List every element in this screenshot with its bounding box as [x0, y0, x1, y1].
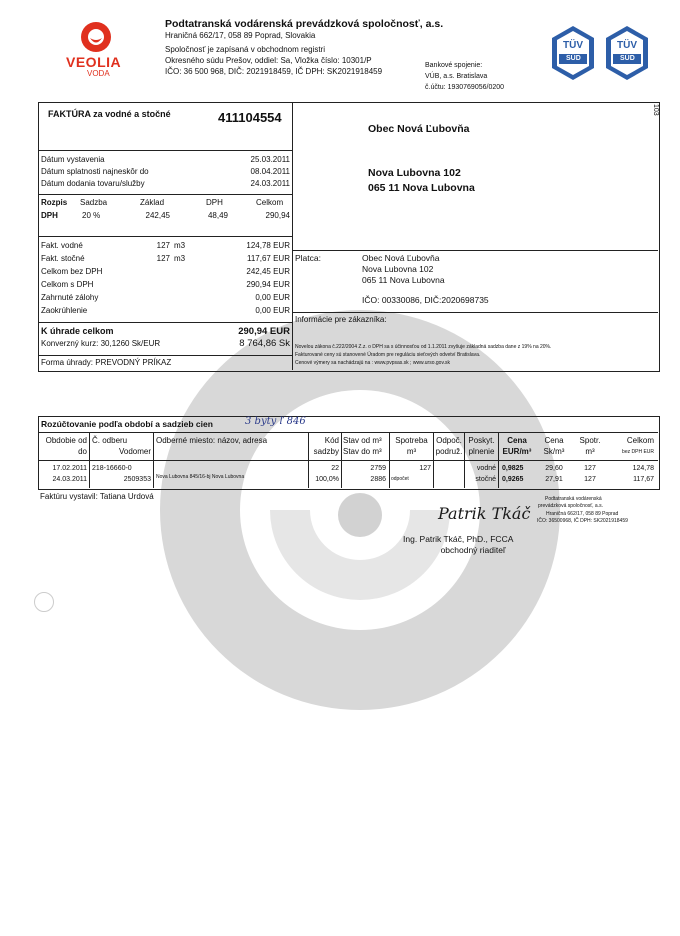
col-code2: sadzby: [313, 447, 339, 456]
col-period2: do: [78, 447, 87, 456]
row-code: 22: [331, 465, 339, 472]
divider: [38, 194, 292, 195]
divider: [292, 312, 658, 313]
vat-row-label: DPH: [41, 211, 58, 220]
row-consumption: 127: [419, 465, 431, 472]
due-value: 290,94 EUR: [238, 326, 290, 337]
line-label: Celkom s DPH: [41, 280, 94, 289]
company-reg2: Okresného súdu Prešov, oddiel: Sa, Vložka číslo: 10301/P: [165, 56, 372, 65]
col-period1: Obdobie od: [45, 436, 87, 445]
payer-label: Platca:: [295, 253, 321, 263]
divider: [38, 355, 292, 356]
line-value: 290,94 EUR: [246, 280, 290, 289]
line-label: Fakt. vodné: [41, 241, 83, 250]
row-price: 0,9825: [502, 465, 524, 472]
payer-ids: IČO: 00330086, DIČ:2020698735: [362, 295, 489, 305]
veolia-logo-icon: [78, 20, 114, 56]
col-state2: Stav do m³: [343, 447, 382, 456]
date-value: 24.03.2011: [250, 179, 290, 188]
row-state-from: 2759: [370, 465, 386, 472]
vat-sadzba-header: Sadzba: [80, 198, 108, 207]
row-meter: 2509353: [123, 476, 151, 483]
col-place: Odberné miesto: názov, adresa: [156, 436, 268, 445]
row-total: 124,78: [632, 465, 654, 472]
row-meter-no: 218-16660-0: [92, 465, 132, 472]
col-total1: Celkom: [626, 436, 654, 445]
issued-by: Faktúru vystavil: Tatiana Urdová: [40, 492, 154, 501]
col-odpoc1: Odpoč.: [436, 436, 462, 445]
row-pct: 100,0%: [315, 476, 339, 483]
col-meter2: Vodomer: [118, 447, 151, 456]
payer-street: Nova Lubovna 102: [362, 264, 434, 274]
row-total: 117,67: [633, 476, 654, 483]
signer-name: Ing. Patrik Tkáč, PhD., FCCA: [403, 534, 514, 544]
col-odpoc2: podruž.: [435, 447, 463, 456]
col-pricesk1: Cena: [544, 436, 564, 445]
tuv-sub-1: SÜD: [566, 55, 581, 62]
signer-role: obchodný riaditeľ: [440, 545, 506, 555]
info-line1: Novelou zákona č.222/2004 Z.z. o DPH sa s účinnosťou od 1.1.2011 zvyšuje základná sadzba dane z 19% na 20%.: [295, 344, 552, 350]
line-value: 242,45 EUR: [246, 267, 290, 276]
company-address: Hraničná 662/17, 058 89 Poprad, Slovakia: [165, 31, 316, 40]
company-name: Podtatranská vodárenská prevádzková spoločnosť, a.s.: [165, 18, 444, 30]
divider: [341, 432, 342, 488]
divider: [38, 236, 292, 237]
row-price-sk: 29,60: [545, 465, 563, 472]
date-value: 25.03.2011: [250, 155, 290, 164]
vat-dph-header: DPH: [206, 198, 223, 207]
divider: [89, 432, 90, 488]
divider: [498, 432, 499, 488]
col-cons1: Spotreba: [395, 436, 428, 445]
info-label: Informácie pre zákazníka:: [295, 315, 387, 324]
col-pricesk2: Sk/m³: [543, 447, 565, 456]
row-from: 17.02.2011: [52, 465, 87, 472]
line-label: Fakt. stočné: [41, 254, 85, 263]
row-odpoc: odpočet: [391, 476, 409, 482]
col-service1: Poskyt.: [468, 436, 495, 445]
tuv-sub-2: SÜD: [620, 55, 635, 62]
handwritten-note: 3 byty ľ 846: [245, 416, 306, 427]
recipient-street: Nova Lubovna 102: [368, 167, 461, 179]
company-reg1: Spoločnosť je zapísaná v obchodnom registri: [165, 45, 325, 54]
stamp-line2: prevádzková spoločnosť, a.s.: [538, 503, 603, 509]
date-label: Dátum vystavenia: [41, 155, 105, 164]
row-service: stočné: [475, 476, 496, 483]
tuv-label-1: TÜV: [563, 40, 583, 51]
col-price2: EUR/m³: [502, 447, 532, 456]
vat-rozpis-header: Rozpis: [41, 198, 68, 207]
info-line2: Fakturované ceny sú stanovené Úradom pre reguláciu sieťových odvetví Bratislava.: [295, 352, 481, 358]
payer-name: Obec Nová Ľubovňa: [362, 253, 440, 263]
line-qty: 127: [156, 254, 170, 263]
divider: [292, 102, 293, 370]
row-state-to: 2886: [370, 476, 386, 483]
date-value: 08.04.2011: [250, 167, 290, 176]
payment-method: Forma úhrady: PREVODNÝ PRÍKAZ: [41, 358, 172, 367]
line-label: Celkom bez DPH: [41, 267, 103, 276]
col-meter1: Č. odberu: [92, 436, 128, 445]
row-place: Nova Lubovna 845/16-bj Nova Lubovna: [156, 474, 245, 480]
vat-row-total: 290,94: [265, 211, 290, 220]
side-number: 103: [652, 104, 659, 116]
line-qty: 127: [156, 241, 170, 250]
divider: [153, 432, 154, 488]
stamp-line4: IČO: 36500968, IČ DPH: SK2021918459: [537, 518, 628, 524]
invoice-title: FAKTÚRA za vodné a stočné: [48, 109, 171, 119]
divider: [292, 250, 658, 251]
info-line3: Cenové výmery sa nachádzajú na : www.pvpsas.sk ; www.urso.gov.sk: [295, 360, 450, 366]
col-spotr2: m³: [585, 447, 595, 456]
vat-celkom-header: Celkom: [256, 198, 284, 207]
vat-row-rate: 20 %: [82, 211, 101, 220]
divider: [38, 150, 292, 151]
tuv-label-2: TÜV: [617, 40, 637, 51]
invoice-box: [38, 102, 660, 372]
col-price1: Cena: [507, 436, 527, 445]
col-state1: Stav od m³: [343, 436, 382, 445]
conversion-label: Konverzný kurz: 30,1260 Sk/EUR: [41, 339, 161, 348]
line-label: Zahrnuté zálohy: [41, 293, 99, 302]
payer-city: 065 11 Nova Lubovna: [362, 275, 445, 285]
line-value: 0,00 EUR: [255, 306, 290, 315]
col-service2: plnenie: [468, 447, 495, 456]
row-spotr: 127: [584, 476, 596, 483]
tuv-badges-icon: [548, 24, 652, 82]
due-label: K úhrade celkom: [41, 326, 114, 336]
col-cons2: m³: [406, 447, 417, 456]
bank-label: Bankové spojenie:: [425, 62, 483, 69]
row-spotr: 127: [584, 465, 596, 472]
row-service: vodné: [476, 465, 496, 472]
bank-account: č.účtu: 1930769056/0200: [425, 84, 505, 91]
veolia-logo-text: VEOLIA: [66, 54, 122, 70]
signature: Patrik Tkáč: [438, 504, 531, 523]
vat-row-base: 242,45: [145, 211, 170, 220]
stamp-line3: Hraničná 662/17, 058 89 Poprad: [546, 511, 619, 517]
col-code1: Kód: [324, 436, 339, 445]
row-to: 24.03.2011: [52, 476, 87, 483]
vat-row-vat: 48,49: [207, 211, 228, 220]
recipient-name: Obec Nová Ľubovňa: [368, 123, 470, 135]
stamp-line1: Podtatranská vodárenská: [545, 496, 602, 502]
divider: [38, 322, 292, 323]
divider: [308, 432, 309, 488]
line-value: 0,00 EUR: [255, 293, 290, 302]
punch-hole: [34, 592, 54, 612]
bank-name: VÚB, a.s. Bratislava: [425, 73, 488, 80]
divider: [38, 460, 658, 461]
line-unit: m3: [174, 254, 186, 263]
invoice-number: 411104554: [218, 110, 282, 125]
breakdown-title: Rozúčtovanie podľa období a sadzieb cien: [41, 419, 213, 429]
col-total2: bez DPH EUR: [622, 449, 654, 455]
line-label: Zaokrúhlenie: [41, 306, 88, 315]
vat-zaklad-header: Základ: [140, 198, 165, 207]
veolia-logo-sub: VODA: [87, 69, 110, 78]
recipient-city: 065 11 Nova Lubovna: [368, 182, 475, 194]
line-unit: m3: [174, 241, 186, 250]
divider: [38, 432, 658, 433]
row-price-sk: 27,91: [545, 476, 563, 483]
line-value: 117,67 EUR: [247, 254, 290, 263]
conversion-value: 8 764,86 Sk: [239, 338, 290, 349]
company-ids: IČO: 36 500 968, DIČ: 2021918459, IČ DPH: SK2021918459: [165, 67, 383, 76]
date-label: Dátum splatnosti najneskôr do: [41, 167, 149, 176]
line-value: 124,78 EUR: [246, 241, 290, 250]
row-price: 0,9265: [502, 476, 524, 483]
col-spotr1: Spotr.: [579, 436, 601, 445]
date-label: Dátum dodania tovaru/služby: [41, 179, 145, 188]
